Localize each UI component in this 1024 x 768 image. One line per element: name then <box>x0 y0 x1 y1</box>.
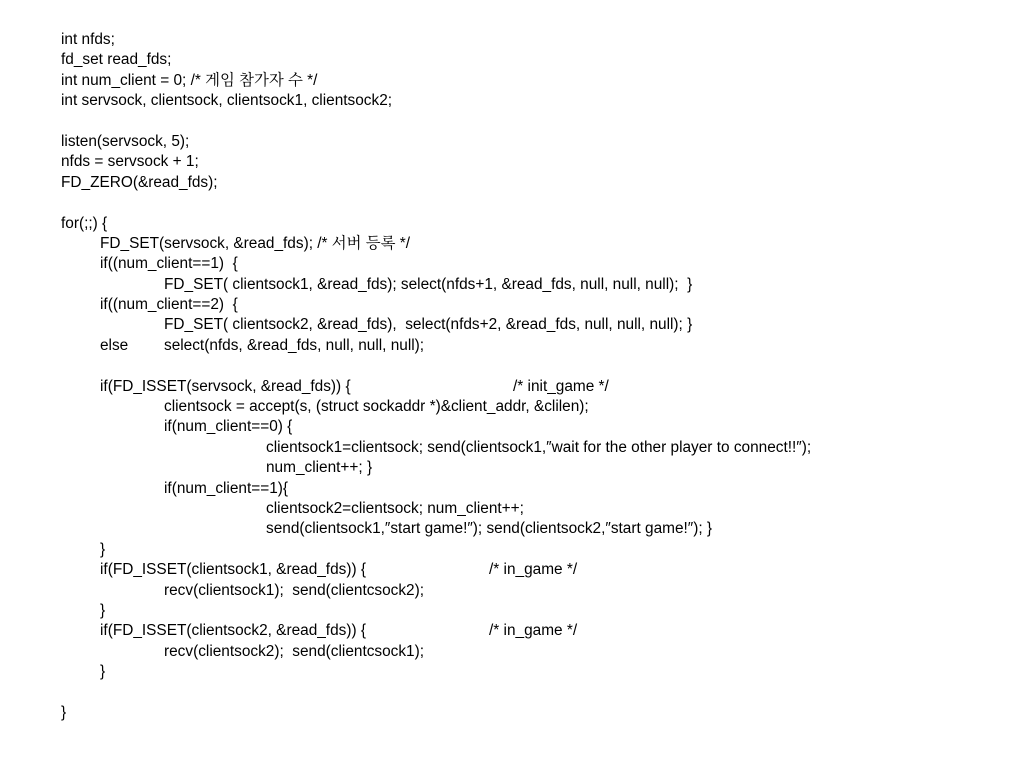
code-text: int num_client = 0; /* 게임 참가자 수 */ <box>61 71 318 89</box>
code-line <box>61 417 1011 437</box>
code-listing <box>61 30 1011 723</box>
code-line <box>61 71 1011 91</box>
code-line <box>61 438 1011 458</box>
code-line <box>61 214 1011 234</box>
code-text: listen(servsock, 5); <box>61 132 190 150</box>
code-text: } <box>100 601 106 619</box>
code-text: else <box>100 336 129 354</box>
code-text: FD_SET( clientsock1, &read_fds); select(nfds+1, &read_fds, null, null, null); } <box>164 275 693 293</box>
code-text: recv(clientsock2); send(clientcsock1); <box>164 642 425 660</box>
code-comment: /* in_game */ <box>489 622 578 640</box>
code-line <box>61 683 1011 703</box>
code-line <box>61 234 1011 254</box>
code-text: num_client++; } <box>266 459 373 477</box>
code-text: } <box>61 703 67 721</box>
code-line <box>61 295 1011 315</box>
code-line <box>61 581 1011 601</box>
code-line <box>61 560 1011 580</box>
code-line <box>61 254 1011 274</box>
code-text: clientsock1=clientsock; send(clientsock1,″wait for the other player to connect!!″); <box>266 438 812 456</box>
code-text: } <box>100 540 106 558</box>
code-text: if((num_client==1) { <box>100 255 238 273</box>
code-line <box>61 50 1011 70</box>
code-line <box>61 193 1011 213</box>
code-comment: select(nfds, &read_fds, null, null, null); <box>164 336 425 354</box>
code-line <box>61 152 1011 172</box>
code-text: FD_SET(servsock, &read_fds); /* 서버 등록 */ <box>100 234 411 252</box>
code-text: for(;;) { <box>61 214 108 232</box>
code-text: FD_SET( clientsock2, &read_fds), select(nfds+2, &read_fds, null, null, null); } <box>164 316 693 334</box>
code-line <box>61 458 1011 478</box>
code-line <box>61 519 1011 539</box>
code-line <box>61 377 1011 397</box>
code-line <box>61 91 1011 111</box>
code-line <box>61 275 1011 295</box>
code-comment: /* in_game */ <box>489 561 578 579</box>
code-line <box>61 540 1011 560</box>
code-text: if(FD_ISSET(servsock, &read_fds)) { <box>100 377 351 395</box>
code-text: nfds = servsock + 1; <box>61 153 199 171</box>
code-line <box>61 601 1011 621</box>
code-text: if((num_client==2) { <box>100 296 238 314</box>
code-comment: /* init_game */ <box>513 377 609 395</box>
code-line <box>61 397 1011 417</box>
code-line <box>61 132 1011 152</box>
code-line <box>61 315 1011 335</box>
code-line <box>61 621 1011 641</box>
code-line <box>61 703 1011 723</box>
code-line <box>61 642 1011 662</box>
code-line <box>61 30 1011 50</box>
code-line <box>61 499 1011 519</box>
code-line <box>61 662 1011 682</box>
code-text: if(FD_ISSET(clientsock2, &read_fds)) { <box>100 622 367 640</box>
code-text: fd_set read_fds; <box>61 51 172 69</box>
code-text: if(num_client==0) { <box>164 418 293 436</box>
code-text: } <box>100 663 106 681</box>
code-text: clientsock2=clientsock; num_client++; <box>266 499 524 517</box>
code-text: FD_ZERO(&read_fds); <box>61 173 218 191</box>
code-text: int nfds; <box>61 31 115 48</box>
code-text: recv(clientsock1); send(clientcsock2); <box>164 581 425 599</box>
code-text: if(FD_ISSET(clientsock1, &read_fds)) { <box>100 561 367 579</box>
code-text: int servsock, clientsock, clientsock1, clientsock2; <box>61 92 393 110</box>
code-line <box>61 479 1011 499</box>
code-line <box>61 173 1011 193</box>
code-line <box>61 336 1011 356</box>
code-line <box>61 112 1011 132</box>
code-line <box>61 356 1011 376</box>
code-text: send(clientsock1,″start game!″); send(clientsock2,″start game!″); } <box>266 520 713 538</box>
code-text: if(num_client==1){ <box>164 479 289 497</box>
code-text: clientsock = accept(s, (struct sockaddr *)&client_addr, &clilen); <box>164 398 589 416</box>
